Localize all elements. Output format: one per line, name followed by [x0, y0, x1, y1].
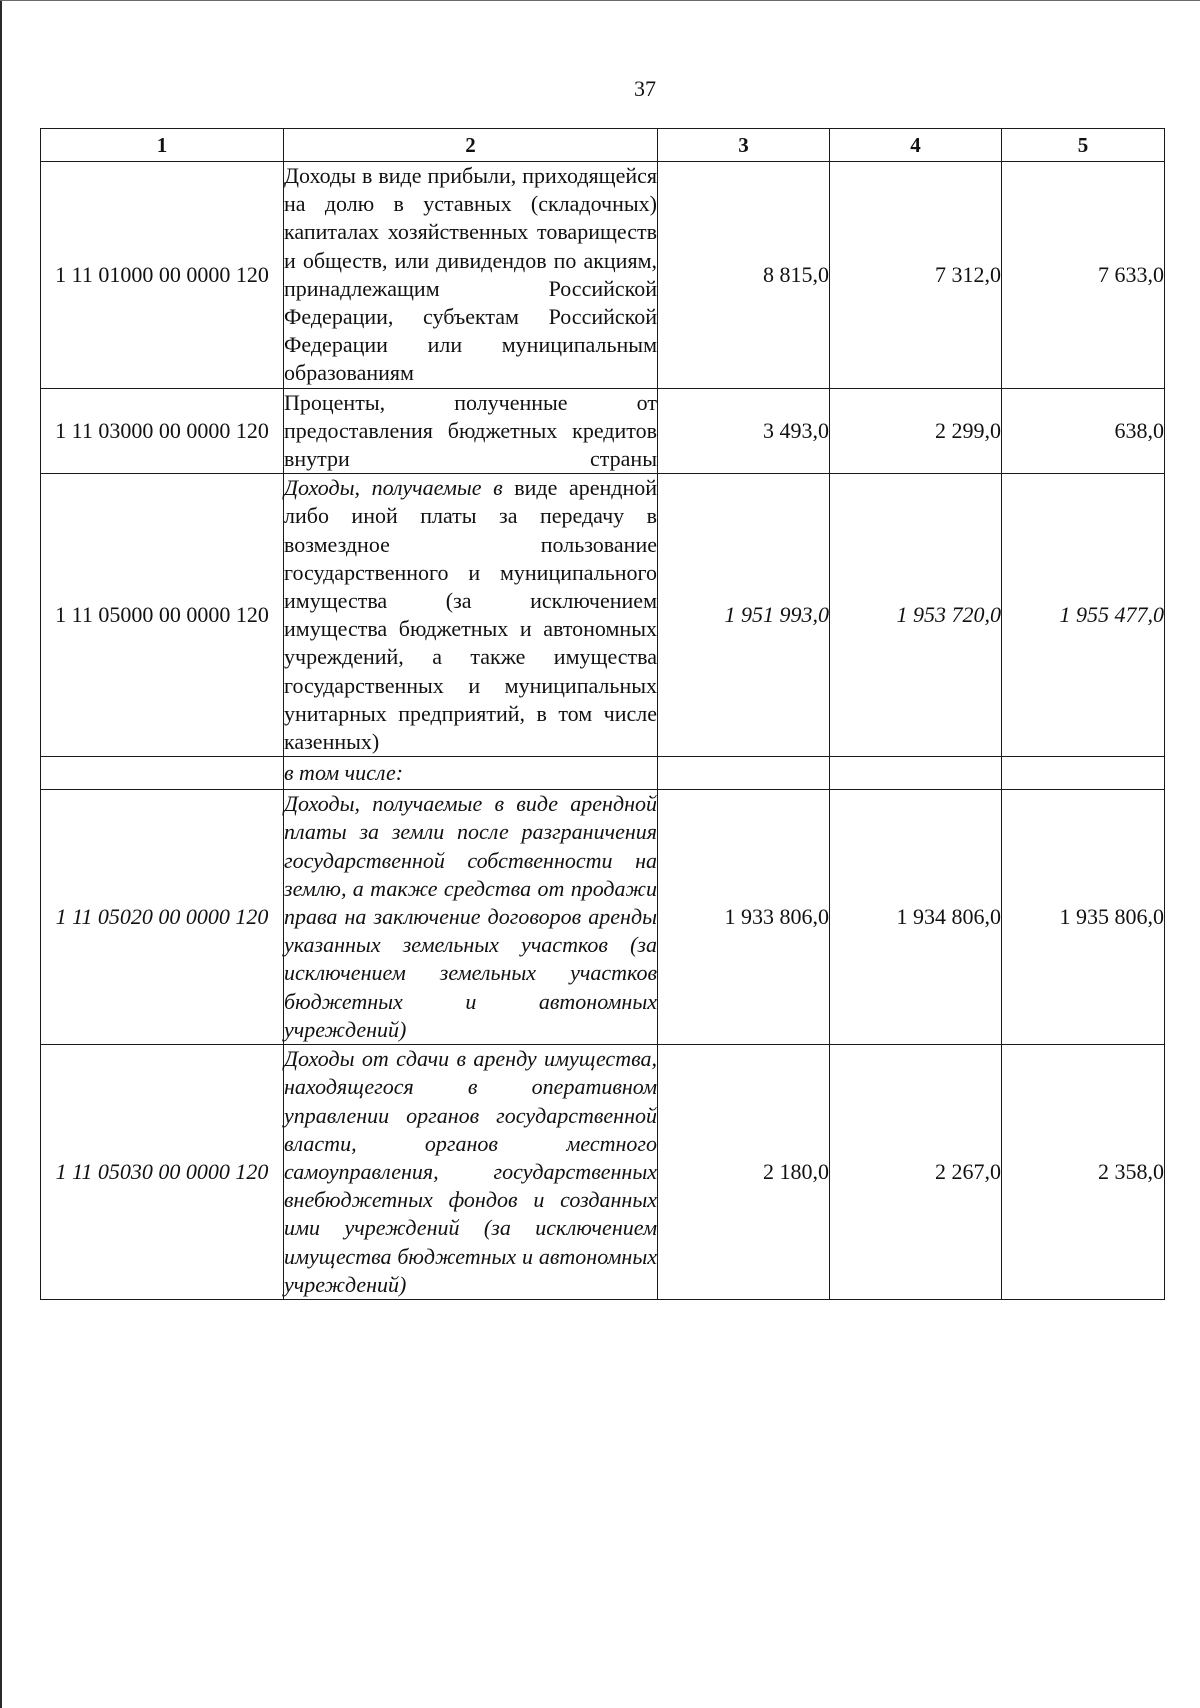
subheader-label: в том числе: [284, 757, 658, 790]
row-value-col5 [1002, 474, 1165, 757]
table-header-row [41, 129, 1165, 162]
subheader-empty-cell [1002, 757, 1165, 790]
row-description [284, 162, 658, 389]
row-value-col4: 2 299,0 [830, 388, 1002, 474]
row-value-col3: 2 180,0 [658, 1045, 830, 1300]
row-code: 1 11 05030 00 0000 120 [41, 1045, 284, 1300]
row-description [284, 474, 658, 757]
row-code: 1 11 03000 00 0000 120 [41, 388, 284, 474]
table-row [41, 162, 1165, 389]
row-description-rest: виде арендной либо иной платы за передачу в возмездное пользование государственного и муниципального имущества (за исключением имущества бюджетных и автономных учреждений, а также имущества государственных и муниципальных унитарных предприятий, в том числе казенных) [284, 475, 657, 755]
row-value-col3-text: 1 951 993,0 [724, 602, 829, 628]
revenue-table [40, 128, 1165, 1300]
row-description-text [284, 474, 657, 756]
column-header-1: 1 [41, 129, 284, 162]
row-value-col4 [830, 474, 1002, 757]
column-header-4: 4 [830, 129, 1002, 162]
row-description-text: Доходы в виде прибыли, приходящейся на долю в уставных (складочных) капиталах хозяйственных товариществ и обществ, или дивидендов по акциям, принадлежащим Российской Федерации, субъектам Российской Федерации или муниципальным образованиям [284, 163, 657, 386]
row-value-col3 [658, 474, 830, 757]
row-description [284, 790, 658, 1045]
row-description [284, 388, 658, 474]
table-subheader-row [41, 757, 1165, 790]
row-code: 1 11 05000 00 0000 120 [41, 474, 284, 757]
row-value-col4: 1 934 806,0 [830, 790, 1002, 1045]
row-code: 1 11 05020 00 0000 120 [41, 790, 284, 1045]
row-value-col3: 3 493,0 [658, 388, 830, 474]
subheader-empty-cell [658, 757, 830, 790]
row-value-col5: 1 935 806,0 [1002, 790, 1165, 1045]
column-header-3: 3 [658, 129, 830, 162]
column-header-2: 2 [284, 129, 658, 162]
subheader-empty-cell [830, 757, 1002, 790]
row-value-col5: 7 633,0 [1002, 162, 1165, 389]
column-header-5: 5 [1002, 129, 1165, 162]
scan-edge-left [0, 0, 2, 1708]
row-description-text: Доходы от сдачи в аренду имущества, находящегося в оперативном управлении органов государственной власти, органов местного самоуправления, государственных внебюджетных фондов и созданных ими учреждений (за исключением имущества бюджетных и автономных учреждений) [284, 1046, 657, 1297]
row-value-col3: 1 933 806,0 [658, 790, 830, 1045]
table-row [41, 1045, 1165, 1300]
row-description-italic-lead: Доходы, получаемые в [284, 475, 503, 501]
row-value-col3: 8 815,0 [658, 162, 830, 389]
row-description-text: Доходы, получаемые в виде арендной платы за земли после разграничения государственной собственности на землю, а также средства от продажи права на заключение договоров аренды указанных земельных участков (за исключением земельных участков бюджетных и автономных учреждений) [284, 791, 657, 1042]
table-row [41, 790, 1165, 1045]
page-number: 37 [634, 76, 656, 101]
row-value-col4-text: 1 953 720,0 [896, 602, 1001, 628]
row-value-col5: 2 358,0 [1002, 1045, 1165, 1300]
row-value-col4: 2 267,0 [830, 1045, 1002, 1300]
table-row [41, 388, 1165, 474]
row-description [284, 1045, 658, 1300]
row-value-col4: 7 312,0 [830, 162, 1002, 389]
row-value-col5-text: 1 955 477,0 [1059, 602, 1164, 628]
table-row [41, 474, 1165, 757]
row-code: 1 11 01000 00 0000 120 [41, 162, 284, 389]
subheader-empty-cell [41, 757, 284, 790]
row-value-col5: 638,0 [1002, 388, 1165, 474]
row-description-text: Проценты, полученные от предоставления бюджетных кредитов внутри страны [284, 389, 657, 472]
scan-edge-top [0, 0, 1200, 1]
